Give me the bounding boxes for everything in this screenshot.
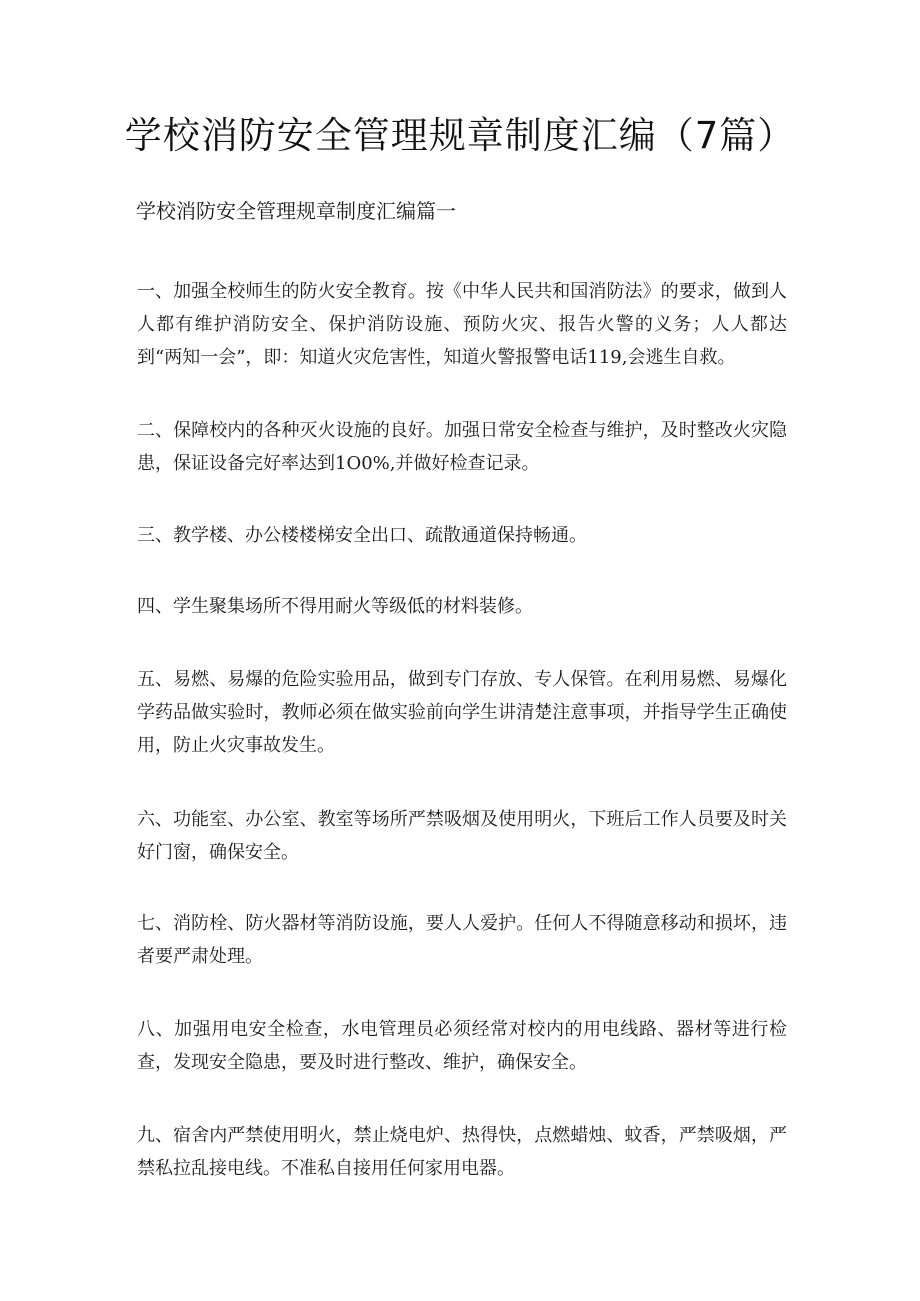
paragraph-3: 三、教学楼、办公楼楼梯安全出口、疏散通道保持畅通。 [137, 525, 587, 546]
paragraph-1: 一、加强全校师生的防火安全教育。按《中华人民共和国消防法》的要求，做到人人都有维护消防安全、保护消防设施、预防火灾、报告火警的义务；人人都达到“两知一会”，即：知道火灾危害性，知道火警报警电话119,会逃生自救。 [137, 281, 787, 368]
paragraph-7: 七、消防栓、防火器材等消防设施，要人人爱护。任何人不得随意移动和损坏，违者要严肃处理。 [137, 913, 787, 967]
document-title: 学校消防安全管理规章制度汇编（7篇） [124, 114, 796, 157]
paragraph-6: 六、功能室、办公室、教室等场所严禁吸烟及使用明火，下班后工作人员要及时关好门窗，确保安全。 [137, 809, 787, 863]
paragraph-9: 九、宿舍内严禁使用明火，禁止烧电炉、热得快，点燃蜡烛、蚊香，严禁吸烟，严禁私拉乱接电线。不准私自接用任何家用电器。 [137, 1125, 787, 1179]
paragraph-4: 四、学生聚集场所不得用耐火等级低的材料装修。 [137, 596, 533, 617]
paragraph-5: 五、易燃、易爆的危险实验用品，做到专门存放、专人保管。在利用易燃、易爆化学药品做实验时，教师必须在做实验前向学生讲清楚注意事项，并指导学生正确使用，防止火灾事故发生。 [137, 669, 787, 756]
paragraph-2: 二、保障校内的各种灭火设施的良好。加强日常安全检查与维护，及时整改火灾隐患，保证设备完好率达到1O0%,并做好检查记录。 [137, 420, 787, 474]
paragraph-8: 八、加强用电安全检查，水电管理员必须经常对校内的用电线路、器材等进行检查，发现安全隐患，要及时进行整改、维护，确保安全。 [137, 1019, 787, 1073]
section-heading: 学校消防安全管理规章制度汇编篇一 [136, 199, 456, 223]
